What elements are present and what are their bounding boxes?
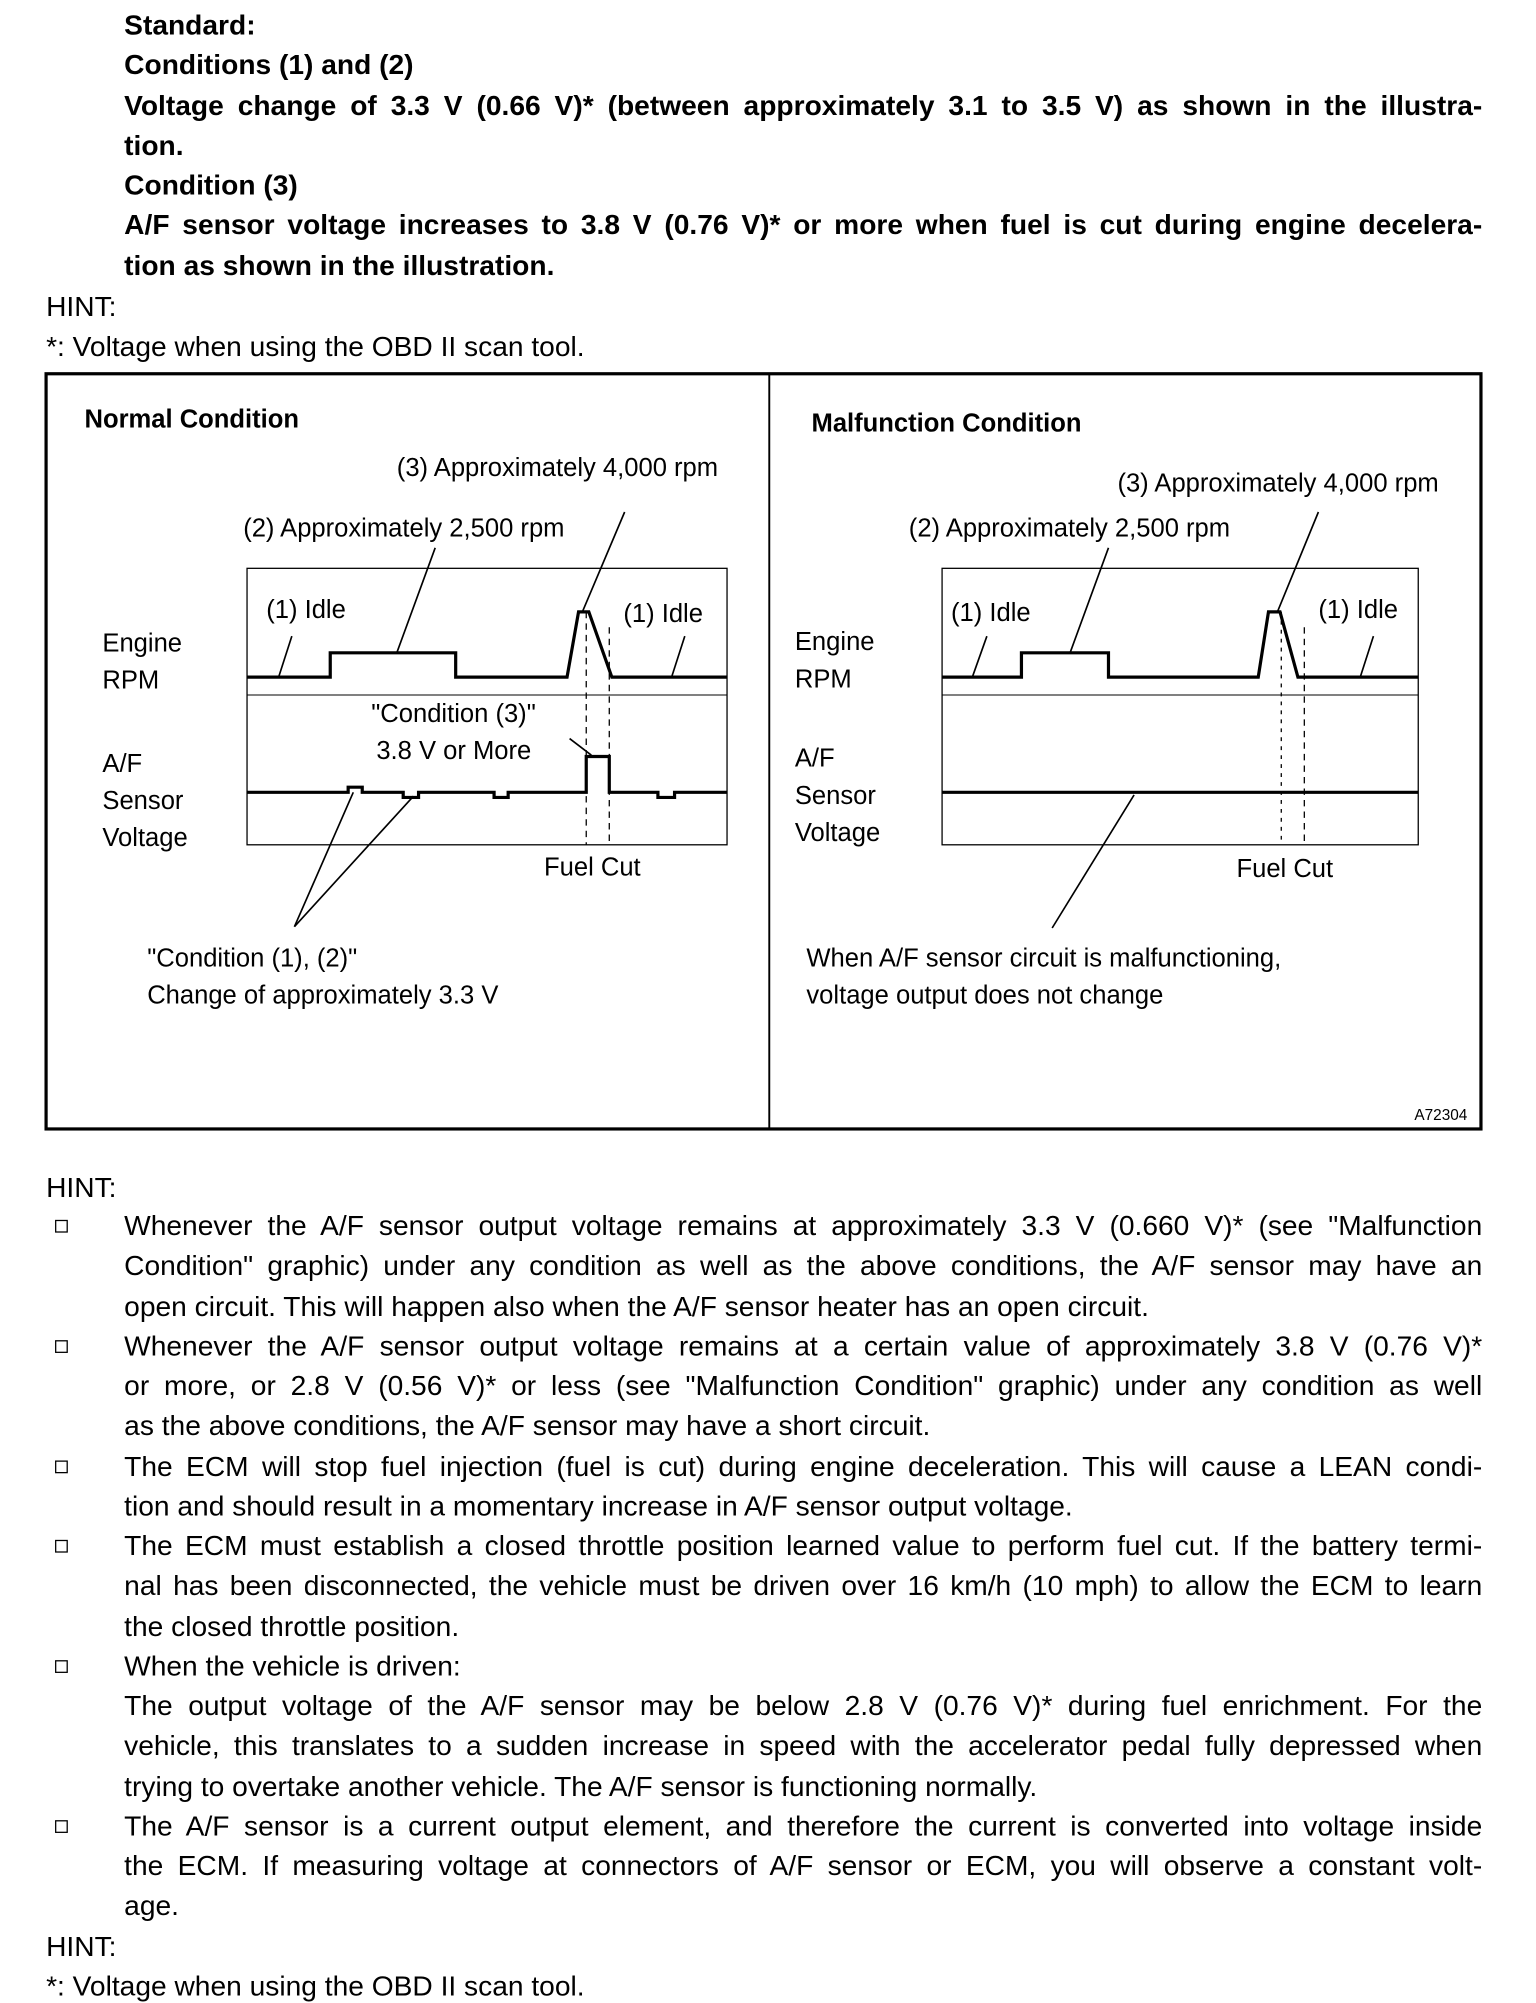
hint-bullet-line: the ECM. If measuring voltage at connectors of A/F sensor or ECM, you will observe a constant volt-	[124, 1849, 1483, 1882]
malfunction-condition-panel	[795, 409, 1468, 1124]
rpm-4000-label: (3) Approximately 4,000 rpm	[1117, 469, 1439, 498]
af-label: A/F	[102, 749, 143, 778]
hint-bullet-line: Condition" graphic) under any condition as well as the above conditions, the A/F sensor may have an	[124, 1249, 1483, 1282]
hint-bullet-line: open circuit. This will happen also when the A/F sensor heater has an open circuit.	[124, 1289, 1149, 1322]
engine-label: Engine	[794, 628, 875, 657]
hint-text: *: Voltage when using the OBD II scan tool.	[46, 330, 585, 363]
panel-title: Malfunction Condition	[811, 409, 1082, 438]
bullet-square-icon	[55, 1660, 68, 1673]
idle-label: (1) Idle	[1318, 596, 1399, 625]
bullet-square-icon	[55, 1460, 68, 1473]
hint-bullet-line: Whenever the A/F sensor output voltage remains at approximately 3.3 V (0.660 V)* (see "Malfunction	[124, 1209, 1483, 1242]
hint-bullet-line: When the vehicle is driven:	[124, 1649, 461, 1682]
hint-label: HINT:	[46, 290, 117, 323]
standard-line: Condition (3)	[124, 168, 298, 201]
condition3-value: 3.8 V or More	[376, 737, 532, 766]
voltage-label: Voltage	[102, 824, 188, 853]
hint-bullet-line: Whenever the A/F sensor output voltage remains at a certain value of approximately 3.8 V (0.76 V)*	[124, 1329, 1483, 1362]
hint-bullet-line: age.	[124, 1889, 179, 1922]
rpm-label: RPM	[794, 665, 852, 694]
malfunction-note: voltage output does not change	[806, 981, 1164, 1010]
rpm-2500-label: (2) Approximately 2,500 rpm	[908, 514, 1231, 543]
fuel-cut-label: Fuel Cut	[1236, 854, 1334, 883]
hint-bullet-line: or more, or 2.8 V (0.56 V)* or less (see "Malfunction Condition" graphic) under any condition as well	[124, 1369, 1483, 1402]
fuel-cut-label: Fuel Cut	[544, 853, 641, 882]
bullet-square-icon	[55, 1540, 68, 1553]
sensor-label: Sensor	[794, 781, 876, 810]
hint-bullet-line: tion and should result in a momentary increase in A/F sensor output voltage.	[124, 1489, 1073, 1522]
standard-line: tion as shown in the illustration.	[124, 248, 555, 281]
hint-bullet-line: trying to overtake another vehicle. The A/F sensor is functioning normally.	[124, 1769, 1038, 1802]
hint-bullet-line: as the above conditions, the A/F sensor may have a short circuit.	[124, 1409, 931, 1442]
standard-line: Voltage change of 3.3 V (0.66 V)* (between approximately 3.1 to 3.5 V) as shown in the illustra-	[124, 88, 1483, 121]
af-label: A/F	[794, 744, 835, 773]
hint-bullet-line: the closed throttle position.	[124, 1609, 460, 1642]
hint-bullet-line: The ECM must establish a closed throttle position learned value to perform fuel cut. If the battery termi-	[124, 1529, 1483, 1562]
malfunction-note: When A/F sensor circuit is malfunctioning,	[806, 944, 1282, 973]
bullet-square-icon	[55, 1340, 68, 1353]
hint-bullet-line: The A/F sensor is a current output element, and therefore the current is converted into voltage inside	[124, 1809, 1483, 1842]
voltage-label: Voltage	[794, 818, 881, 847]
idle-label: (1) Idle	[623, 600, 703, 629]
sensor-label: Sensor	[102, 786, 184, 815]
figure-id: A72304	[1414, 1107, 1468, 1124]
hint-bullet-line: The output voltage of the A/F sensor may be below 2.8 V (0.76 V)* during fuel enrichment. For the	[124, 1689, 1483, 1722]
condition12-label: "Condition (1), (2)"	[147, 944, 358, 973]
standard-line: Standard:	[124, 8, 256, 41]
idle-label: (1) Idle	[951, 598, 1031, 627]
rpm-2500-label: (2) Approximately 2,500 rpm	[243, 514, 565, 543]
condition12-value: Change of approximately 3.3 V	[147, 981, 499, 1010]
engine-label: Engine	[102, 629, 183, 658]
rpm-label: RPM	[102, 666, 160, 695]
idle-label: (1) Idle	[266, 596, 346, 625]
bullet-square-icon	[55, 1820, 68, 1833]
normal-condition-panel	[84, 406, 727, 1010]
condition3-label: "Condition (3)"	[371, 699, 536, 728]
hint-bullet-line: nal has been disconnected, the vehicle must be driven over 16 km/h (10 mph) to allow the ECM to learn	[124, 1569, 1483, 1602]
hint-label: HINT:	[46, 1930, 117, 1963]
standard-line: A/F sensor voltage increases to 3.8 V (0.76 V)* or more when fuel is cut during engine decelera-	[124, 208, 1483, 241]
rpm-4000-label: (3) Approximately 4,000 rpm	[396, 454, 719, 483]
bullet-square-icon	[55, 1220, 68, 1233]
hint-bullet-line: vehicle, this translates to a sudden increase in speed with the accelerator pedal fully depressed when	[124, 1729, 1483, 1762]
hint-text: *: Voltage when using the OBD II scan tool.	[46, 1969, 585, 2002]
standard-line: Conditions (1) and (2)	[124, 48, 414, 81]
hint-bullet-line: The ECM will stop fuel injection (fuel is cut) during engine deceleration. This will cause a LEAN condi-	[124, 1449, 1483, 1482]
standard-line: tion.	[124, 128, 184, 161]
panel-title: Normal Condition	[84, 405, 300, 434]
hint-label: HINT:	[46, 1171, 117, 1204]
